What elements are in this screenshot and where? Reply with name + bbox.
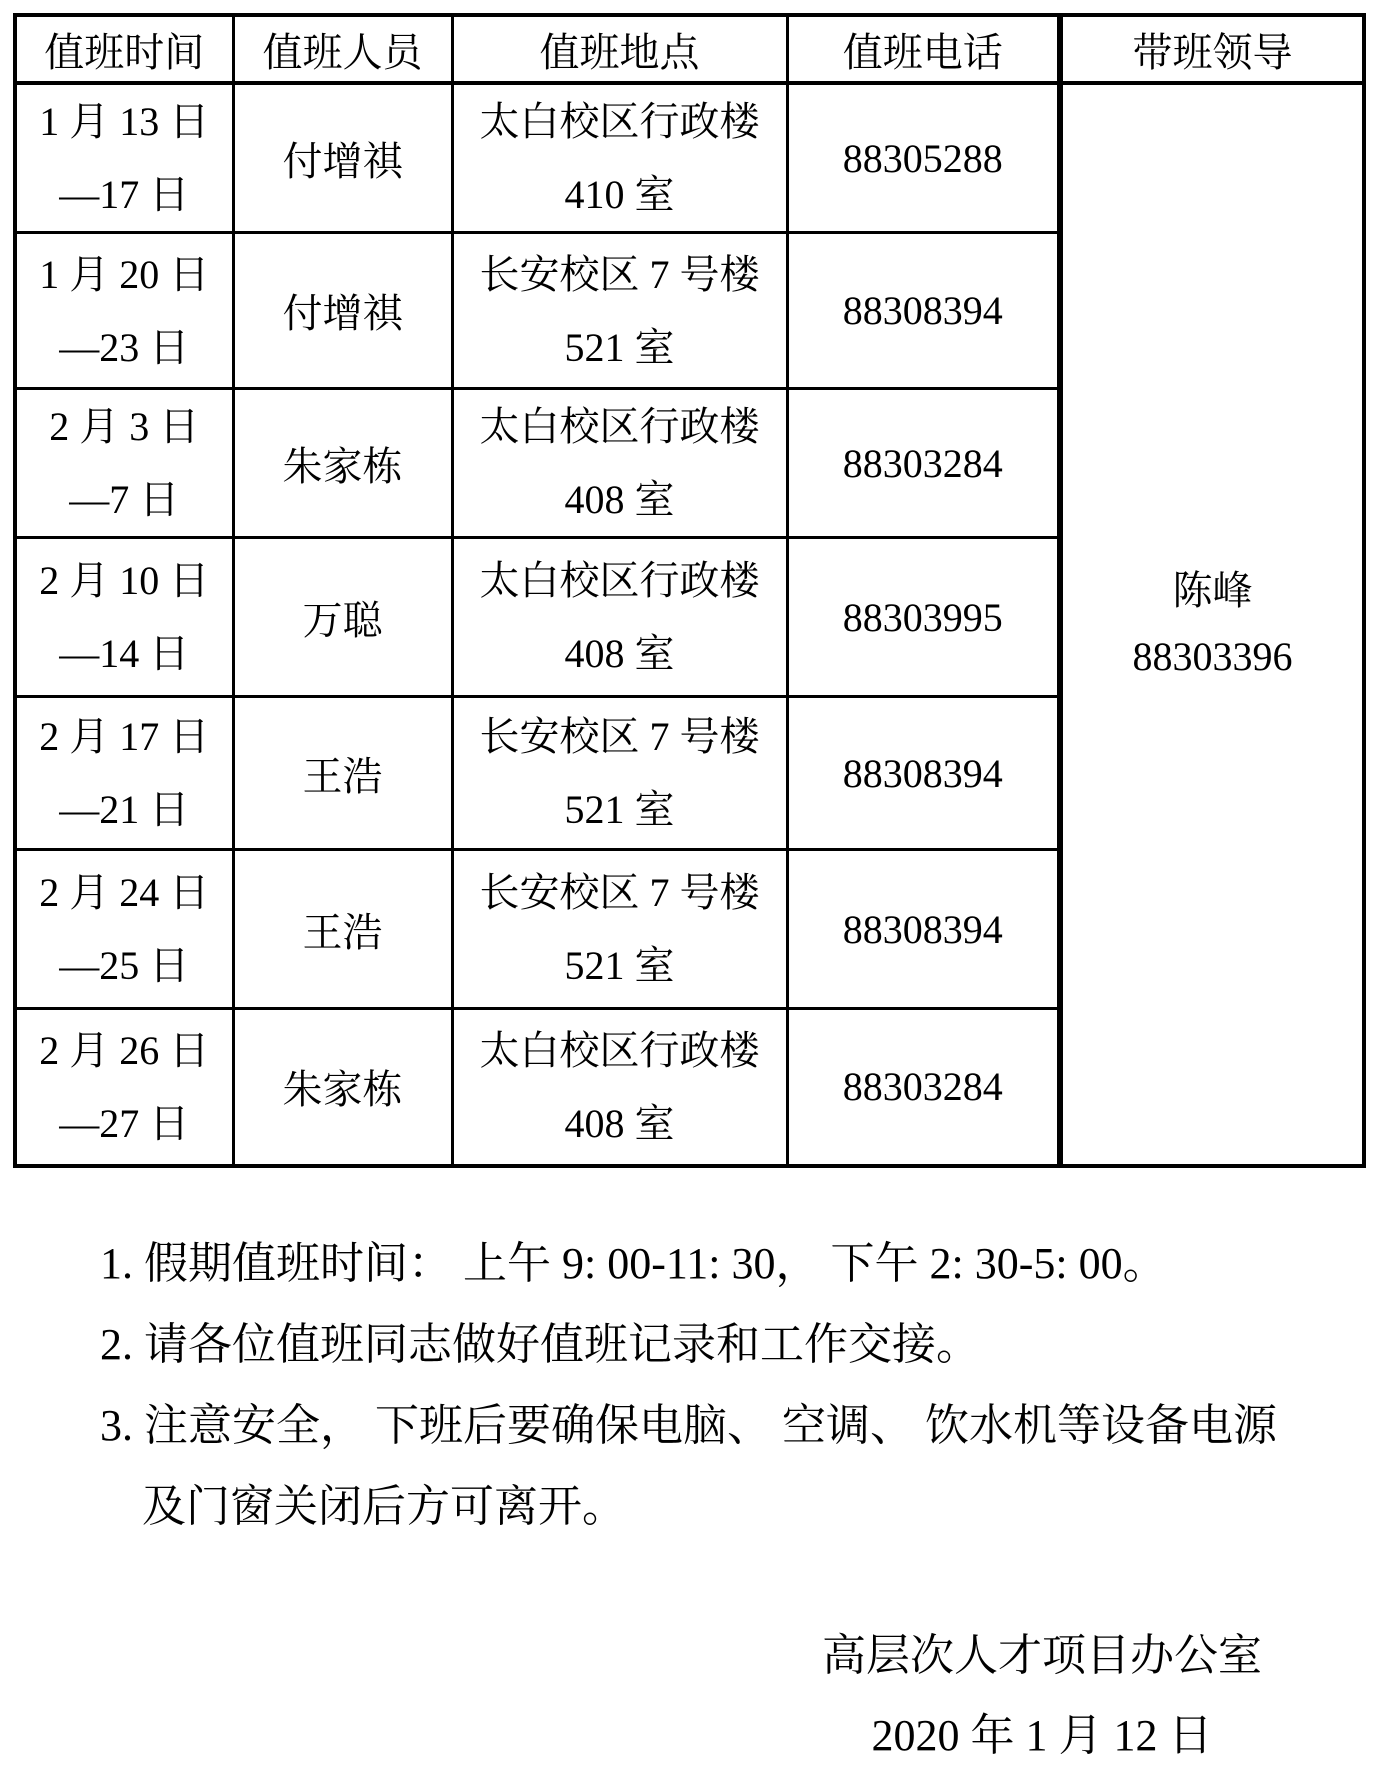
duty-time-line1: 1 月 13 日	[39, 99, 210, 144]
duty-location-line2: 410 室	[564, 172, 675, 217]
duty-location-cell	[452, 850, 787, 1009]
note-item-2: 2. 请各位值班同志做好值班记录和工作交接。	[100, 1320, 980, 1369]
duty-location-cell	[452, 389, 787, 538]
duty-location-line1: 长安校区 7 号楼	[479, 251, 760, 297]
note-item-3-line2: 及门窗关闭后方可离开。	[142, 1482, 626, 1531]
duty-time-line2: —17 日	[59, 172, 190, 217]
duty-time-line2: —27 日	[59, 1100, 190, 1146]
header-duty-person: 值班人员	[233, 15, 452, 83]
duty-time-line1: 2 月 10 日	[39, 558, 210, 603]
duty-location-line2: 408 室	[564, 1100, 675, 1146]
signature-date: 2020 年 1 月 12 日	[871, 1711, 1213, 1760]
duty-location-cell	[452, 697, 787, 850]
duty-phone-cell: 88305288	[787, 83, 1060, 233]
signature-office: 高层次人才项目办公室	[822, 1631, 1262, 1680]
duty-time-cell	[15, 850, 233, 1009]
duty-location-line1: 太白校区行政楼	[479, 1027, 760, 1073]
duty-time-line1: 2 月 3 日	[49, 404, 200, 449]
duty-location-cell	[452, 233, 787, 389]
duty-time-line2: —25 日	[59, 943, 190, 988]
duty-location-line1: 太白校区行政楼	[479, 558, 760, 603]
duty-phone-cell: 88308394	[787, 850, 1060, 1009]
duty-time-line2: —14 日	[59, 631, 190, 676]
leader-name: 陈峰	[1172, 568, 1253, 614]
notes-section	[100, 1238, 1330, 1562]
duty-location-line2: 408 室	[564, 631, 675, 676]
duty-time-cell	[15, 697, 233, 850]
duty-time-line1: 2 月 24 日	[39, 870, 210, 915]
leader-phone: 88303396	[1132, 634, 1293, 680]
duty-time-cell	[15, 83, 233, 233]
duty-time-cell	[15, 233, 233, 389]
duty-time-line2: —23 日	[59, 324, 190, 370]
table-row	[15, 83, 1364, 233]
duty-time-line1: 2 月 26 日	[39, 1027, 210, 1073]
duty-time-cell	[15, 389, 233, 538]
duty-location-cell	[452, 83, 787, 233]
duty-phone-cell: 88308394	[787, 697, 1060, 850]
duty-phone-cell: 88308394	[787, 233, 1060, 389]
header-duty-phone: 值班电话	[787, 15, 1060, 83]
duty-location-line2: 521 室	[564, 943, 675, 988]
duty-location-line2: 408 室	[564, 477, 675, 522]
duty-time-cell	[15, 1009, 233, 1166]
duty-location-line1: 太白校区行政楼	[479, 404, 760, 449]
duty-time-line1: 2 月 17 日	[39, 714, 210, 759]
duty-location-line2: 521 室	[564, 324, 675, 370]
duty-location-cell	[452, 1009, 787, 1166]
duty-phone-cell: 88303284	[787, 1009, 1060, 1166]
duty-person-cell: 王浩	[233, 697, 452, 850]
note-item-1: 1. 假期值班时间： 上午 9: 00-11: 30， 下午 2: 30-5: 00。	[100, 1239, 1167, 1288]
duty-location-line1: 长安校区 7 号楼	[479, 714, 760, 759]
duty-person-cell: 朱家栋	[233, 1009, 452, 1166]
duty-time-line1: 1 月 20 日	[39, 251, 210, 297]
duty-schedule-table	[13, 13, 1366, 1168]
duty-time-line2: —21 日	[59, 787, 190, 832]
signature-block	[742, 1630, 1342, 1762]
header-duty-time: 值班时间	[15, 15, 233, 83]
duty-person-cell: 万聪	[233, 538, 452, 697]
note-item-3-line1: 3. 注意安全， 下班后要确保电脑、 空调、 饮水机等设备电源	[100, 1401, 1277, 1450]
duty-phone-cell: 88303284	[787, 389, 1060, 538]
leader-cell	[1060, 83, 1364, 1166]
duty-time-line2: —7 日	[69, 477, 180, 522]
duty-time-cell	[15, 538, 233, 697]
header-duty-leader: 带班领导	[1060, 15, 1364, 83]
duty-location-line1: 太白校区行政楼	[479, 99, 760, 144]
duty-person-cell: 王浩	[233, 850, 452, 1009]
duty-phone-cell: 88303995	[787, 538, 1060, 697]
table-header-row	[15, 15, 1364, 83]
duty-person-cell: 朱家栋	[233, 389, 452, 538]
duty-location-line2: 521 室	[564, 787, 675, 832]
duty-location-line1: 长安校区 7 号楼	[479, 870, 760, 915]
header-duty-location: 值班地点	[452, 15, 787, 83]
duty-person-cell: 付增祺	[233, 83, 452, 233]
duty-location-cell	[452, 538, 787, 697]
duty-person-cell: 付增祺	[233, 233, 452, 389]
